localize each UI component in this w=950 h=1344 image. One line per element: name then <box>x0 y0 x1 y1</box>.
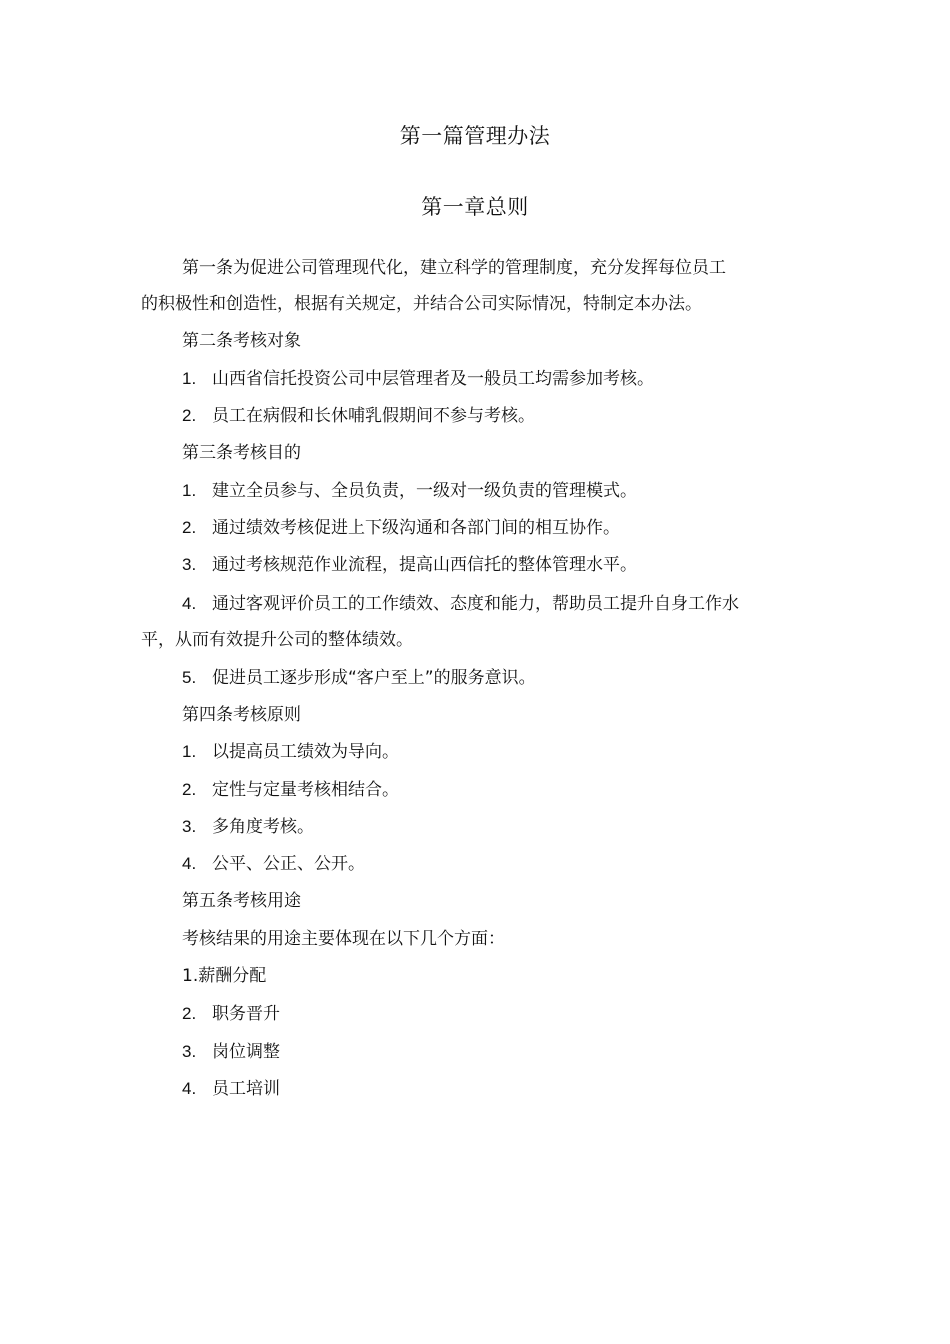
list-item-text: 职务晋升 <box>212 1004 280 1024</box>
list-item-number: 3. <box>182 555 197 574</box>
list-item-number: 1. <box>182 369 197 388</box>
list-item-number: 3. <box>182 1042 197 1061</box>
list-item <box>182 852 365 876</box>
list-item-text: 定性与定量考核相结合。 <box>212 780 399 800</box>
list-item-text: 多角度考核。 <box>212 817 314 837</box>
article-1-line-1: 第一条为促进公司管理现代化，建立科学的管理制度，充分发挥每位员工 <box>182 258 726 278</box>
list-item-text: 通过客观评价员工的工作绩效、态度和能力，帮助员工提升自身工作水 <box>212 594 739 614</box>
list-item-text: 建立全员参与、全员负责，一级对一级负责的管理模式。 <box>212 481 637 501</box>
article-1-line-2: 的积极性和创造性，根据有关规定，并结合公司实际情况，特制定本办法。 <box>141 294 702 314</box>
list-item-text: 通过绩效考核促进上下级沟通和各部门间的相互协作。 <box>212 518 620 538</box>
list-item-number: 2. <box>182 1004 197 1023</box>
list-item <box>182 666 536 690</box>
list-item <box>182 778 399 802</box>
article-4-heading: 第四条考核原则 <box>182 705 301 725</box>
list-item <box>182 815 314 839</box>
list-item-number: 2. <box>182 518 197 537</box>
list-item-text: 山西省信托投资公司中层管理者及一般员工均需参加考核。 <box>212 369 654 389</box>
list-item: 1.薪酬分配 <box>182 966 267 986</box>
list-item-text: 以提高员工绩效为导向。 <box>212 742 399 762</box>
document-title: 第一篇管理办法 <box>399 124 551 148</box>
list-item <box>182 404 535 428</box>
list-item-continuation: 平，从而有效提升公司的整体绩效。 <box>141 630 413 650</box>
list-item <box>182 1040 280 1064</box>
list-item-number: 2. <box>182 406 197 425</box>
list-item-text: 员工在病假和长休哺乳假期间不参与考核。 <box>212 406 535 426</box>
article-5-intro: 考核结果的用途主要体现在以下几个方面： <box>182 929 505 949</box>
list-item-number: 1. <box>182 742 197 761</box>
list-item <box>182 1077 280 1101</box>
list-item-number: 4. <box>182 854 197 873</box>
list-item-text: 促进员工逐步形成“客户至上”的服务意识。 <box>212 668 536 688</box>
list-item-number: 2. <box>182 780 197 799</box>
list-item-text: 通过考核规范作业流程，提高山西信托的整体管理水平。 <box>212 555 637 575</box>
list-item-number: 1. <box>182 481 197 500</box>
list-item <box>182 367 654 391</box>
list-item-text: 公平、公正、公开。 <box>212 854 365 874</box>
article-5-heading: 第五条考核用途 <box>182 891 301 911</box>
list-item <box>182 479 637 503</box>
list-item <box>182 516 620 540</box>
article-3-heading: 第三条考核目的 <box>182 443 301 463</box>
article-2-heading: 第二条考核对象 <box>182 331 301 351</box>
list-item-text: 员工培训 <box>212 1079 280 1099</box>
list-item <box>182 1002 280 1026</box>
list-item-number: 4. <box>182 1079 197 1098</box>
list-item-number: 4. <box>182 594 197 613</box>
list-item <box>182 740 399 764</box>
chapter-title: 第一章总则 <box>421 195 529 219</box>
list-item <box>182 592 739 616</box>
list-item-text: 岗位调整 <box>212 1042 280 1062</box>
list-item <box>182 553 637 577</box>
list-item-number: 5. <box>182 668 197 687</box>
list-item-number: 3. <box>182 817 197 836</box>
